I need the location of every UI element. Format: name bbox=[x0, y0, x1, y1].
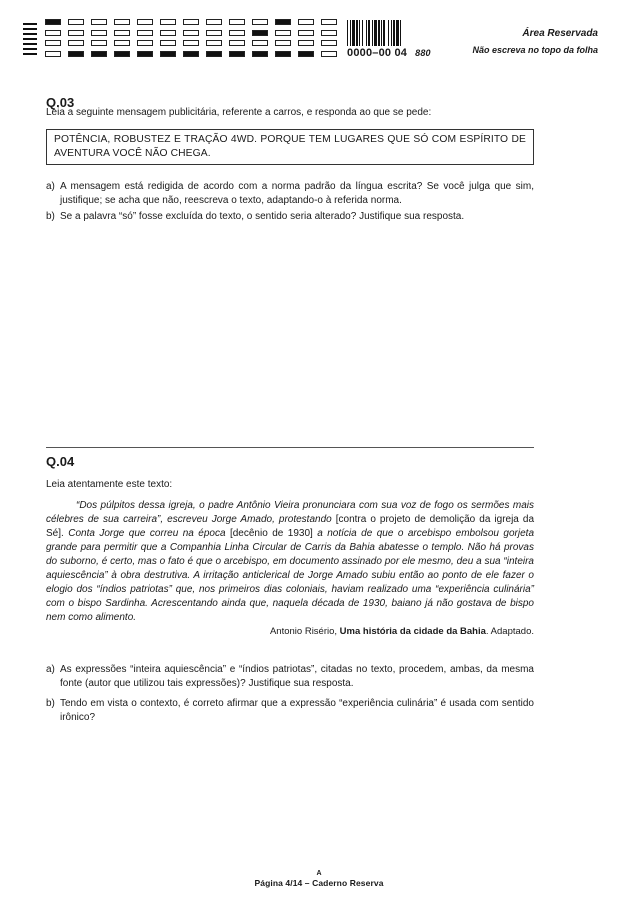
answer-bubble bbox=[275, 40, 291, 46]
item-text: Tendo em vista o contexto, é correto afirmar que a expressão “experiência culinária” é usada com sentido irônico? bbox=[60, 698, 534, 723]
answer-bubble bbox=[206, 40, 222, 46]
answer-bubble bbox=[160, 19, 176, 25]
bubble-column bbox=[91, 19, 107, 61]
answer-bubble bbox=[275, 51, 291, 57]
bubble-column bbox=[68, 19, 84, 61]
bubble-column bbox=[229, 19, 245, 61]
answer-bubble bbox=[91, 30, 107, 36]
answer-bubble bbox=[206, 19, 222, 25]
answer-bubble bbox=[114, 19, 130, 25]
bubble-column bbox=[275, 19, 291, 61]
question-title-q04: Q.04 bbox=[46, 454, 75, 469]
item-letter: a) bbox=[46, 664, 55, 675]
barcode bbox=[347, 20, 437, 46]
text-part: a notícia de que o arcebispo embolsou gorjeta grande para permitir que a Companhia Linha Circular de Carris da Bahia abatesse o templo. Não há provas do suborno, é certo, mas o fato é que o arcebispo, em documento assinado por ele mesmo, deu a sua “inteira aquiescência” à obra destrutiva. A irritação anticlerical de Jorge Amado subiu então ao ponto de ele fazer o elogio dos “índios patriotas” que, nos primeiros dias coloniais, haviam realizado uma “experiência culinária” com o bispo Sardinha. Acrescentando ainda que, naquela década de 1930, baiano já não gostava de bispo nem como alimento. bbox=[46, 528, 534, 623]
bubble-column bbox=[137, 19, 153, 61]
answer-bubble bbox=[68, 30, 84, 36]
answer-bubble bbox=[160, 40, 176, 46]
q03-ad-text-box: POTÊNCIA, ROBUSTEZ E TRAÇÃO 4WD. PORQUE TEM LUGARES QUE SÓ COM ESPÍRITO DE AVENTURA VOCÊ NÃO CHEGA. bbox=[46, 129, 534, 165]
q03-item-b bbox=[46, 210, 534, 224]
answer-bubble bbox=[137, 30, 153, 36]
answer-bubble bbox=[114, 30, 130, 36]
bubble-column bbox=[298, 19, 314, 61]
answer-bubble bbox=[321, 19, 337, 25]
answer-bubble bbox=[229, 40, 245, 46]
answer-bubble bbox=[275, 19, 291, 25]
answer-bubble bbox=[68, 51, 84, 57]
answer-bubble bbox=[298, 30, 314, 36]
barcode-code: 0000–00 04 bbox=[347, 47, 408, 59]
answer-bubble bbox=[183, 30, 199, 36]
answer-bubble bbox=[183, 40, 199, 46]
answer-bubble bbox=[137, 19, 153, 25]
text-part: “Dos púlpitos dessa igreja, o padre Antônio Vieira pronunciara com sua voz de fogo os sermões mais célebres de sua carreira”, escreveu Jorge Amado, protestando bbox=[46, 500, 534, 525]
do-not-write-notice: Não escreva no topo da folha bbox=[472, 45, 598, 55]
item-text: As expressões “inteira aquiescência” e “índios patriotas”, citadas no texto, procedem, ambas, da mesma fonte (autor que utilizou tais expressões)? Justifique sua resposta. bbox=[60, 664, 534, 689]
answer-bubble bbox=[45, 30, 61, 36]
answer-bubble bbox=[183, 19, 199, 25]
page-number: Página 4/14 – Caderno Reserva bbox=[254, 878, 384, 888]
q03-intro: Leia a seguinte mensagem publicitária, referente a carros, e responda ao que se pede: bbox=[46, 107, 432, 118]
answer-bubble bbox=[114, 51, 130, 57]
item-text: Se a palavra “só” fosse excluída do texto, o sentido seria alterado? Justifique sua resposta. bbox=[60, 211, 465, 222]
answer-bubble bbox=[114, 40, 130, 46]
answer-bubble bbox=[321, 40, 337, 46]
item-text: A mensagem está redigida de acordo com a norma padrão da língua escrita? Se você julga que sim, justifique; se acha que não, reescreva o texto, adaptando-o à referida norma. bbox=[60, 181, 534, 206]
answer-bubble bbox=[160, 30, 176, 36]
question-title-q03: Q.03 bbox=[46, 95, 75, 110]
answer-bubble bbox=[252, 19, 268, 25]
booklet-letter: A bbox=[316, 870, 322, 877]
answer-bubble bbox=[275, 30, 291, 36]
answer-bubble bbox=[68, 19, 84, 25]
answer-bubble bbox=[229, 19, 245, 25]
answer-bubble-grid bbox=[23, 19, 335, 61]
barcode-number bbox=[347, 47, 431, 59]
bubble-column bbox=[45, 19, 61, 61]
credit-suffix: . Adaptado. bbox=[485, 626, 534, 637]
answer-bubble bbox=[252, 30, 268, 36]
answer-bubble bbox=[298, 51, 314, 57]
text-part: [decênio de 1930] bbox=[225, 528, 318, 539]
answer-bubble bbox=[45, 40, 61, 46]
answer-bubble bbox=[137, 40, 153, 46]
answer-bubble bbox=[252, 40, 268, 46]
bubble-column bbox=[160, 19, 176, 61]
text-part: Conta Jorge que correu na época bbox=[68, 528, 226, 539]
answer-bubble bbox=[183, 51, 199, 57]
credit-book: Uma história da cidade da Bahia bbox=[339, 626, 486, 637]
bubble-column bbox=[183, 19, 199, 61]
q04-item-b bbox=[46, 697, 534, 725]
bubble-column bbox=[114, 19, 130, 61]
answer-bubble bbox=[68, 40, 84, 46]
q03-item-a bbox=[46, 180, 534, 208]
text-part: [contra o projeto de demolição da igreja da Sé]. bbox=[46, 514, 535, 539]
answer-bubble bbox=[91, 51, 107, 57]
bubble-column bbox=[206, 19, 222, 61]
answer-bubble bbox=[229, 30, 245, 36]
answer-bubble bbox=[206, 30, 222, 36]
bubble-column bbox=[321, 19, 337, 61]
q04-quoted-text bbox=[46, 499, 534, 625]
section-divider bbox=[46, 447, 534, 448]
answer-bubble bbox=[137, 51, 153, 57]
answer-bubble bbox=[91, 40, 107, 46]
answer-bubble bbox=[298, 19, 314, 25]
q04-item-a bbox=[46, 663, 534, 691]
answer-bubble bbox=[45, 51, 61, 57]
answer-bubble bbox=[229, 51, 245, 57]
item-letter: b) bbox=[46, 698, 55, 709]
answer-bubble bbox=[321, 51, 337, 57]
answer-bubble bbox=[160, 51, 176, 57]
q04-intro: Leia atentamente este texto: bbox=[46, 479, 173, 490]
item-letter: a) bbox=[46, 181, 55, 192]
source-credit bbox=[46, 626, 534, 637]
bubble-column bbox=[252, 19, 268, 61]
answer-bubble bbox=[91, 19, 107, 25]
reserved-area-label: Área Reservada bbox=[522, 28, 598, 39]
item-letter: b) bbox=[46, 211, 55, 222]
answer-bubble bbox=[206, 51, 222, 57]
answer-bubble bbox=[298, 40, 314, 46]
answer-bubble bbox=[45, 19, 61, 25]
credit-author: Antonio Risério, bbox=[269, 626, 340, 637]
answer-bubble bbox=[321, 30, 337, 36]
barcode-suffix: 880 bbox=[415, 48, 431, 58]
answer-bubble bbox=[252, 51, 268, 57]
